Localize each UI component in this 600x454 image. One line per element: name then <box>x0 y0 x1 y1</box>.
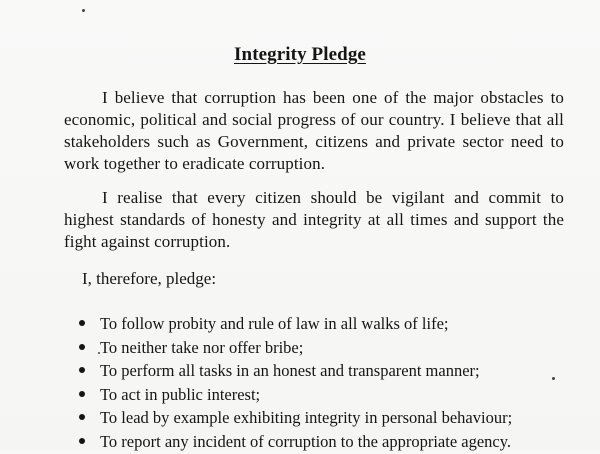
pledge-item <box>76 359 512 383</box>
pledge-item <box>76 383 512 407</box>
bullet-icon <box>79 344 85 350</box>
pledge-item-text: To act in public interest; <box>100 384 261 404</box>
pledge-item <box>76 406 512 430</box>
pledge-item <box>76 336 512 360</box>
document-title: Integrity Pledge <box>234 44 366 65</box>
pledge-list <box>76 312 512 454</box>
pledge-item-text: To neither take nor offer bribe; <box>100 337 304 357</box>
pledge-item-text: To follow probity and rule of law in all walks of life; <box>100 314 449 333</box>
scan-speck <box>552 377 555 380</box>
paragraph-realise <box>64 187 564 253</box>
paragraph-realise-text: I realise that every citizen should be vigilant and commit to highest standards of honesty and integrity at all times and support the fight against corruption. <box>64 188 564 251</box>
scan-speck <box>98 352 100 354</box>
paragraph-belief <box>64 87 564 175</box>
scan-speck <box>82 9 85 12</box>
pledge-item <box>76 312 512 336</box>
bullet-icon <box>79 438 85 444</box>
paragraph-belief-text: I believe that corruption has been one of the major obstacles to economic, political and social progress of our country. I believe that all stakeholders such as Government, citizens and private sector need to work together to eradicate corruption. <box>64 88 564 173</box>
bullet-icon <box>79 367 85 373</box>
bullet-icon <box>79 414 85 420</box>
bullet-icon <box>79 320 85 326</box>
bullet-icon <box>79 391 85 397</box>
pledge-intro: I, therefore, pledge: <box>82 269 217 288</box>
pledge-item-text: To perform all tasks in an honest and transparent manner; <box>100 361 480 381</box>
pledge-item <box>76 430 512 454</box>
pledge-item-text: To report any incident of corruption to the appropriate agency. <box>100 431 512 451</box>
pledge-item-text: To lead by example exhibiting integrity in personal behaviour; <box>100 408 513 428</box>
